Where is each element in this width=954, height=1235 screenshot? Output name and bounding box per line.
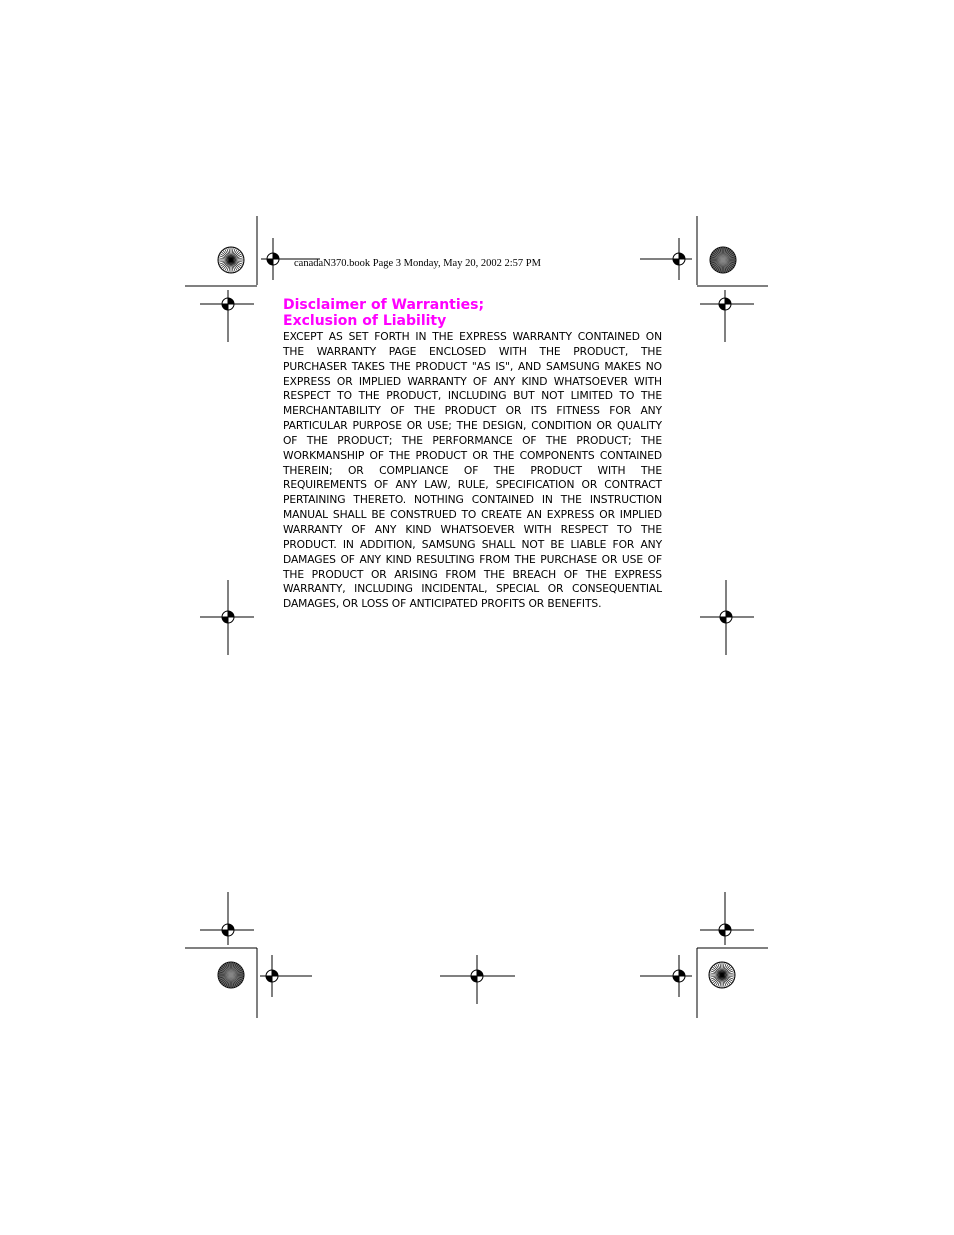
starburst-mark: [218, 962, 244, 988]
starburst-mark: [709, 962, 735, 988]
disclaimer-paragraph: EXCEPT AS SET FORTH IN THE EXPRESS WARRANTY CONTAINED ON THE WARRANTY PAGE ENCLOSED WITH THE PRODUCT, THE PURCHASER TAKES THE PRODUCT "AS IS", AND SAMSUNG MAKES NO EXPRESS OR IMPLIED WARRANTY OF ANY KIND WHATSOEVER WITH RESPECT TO THE PRODUCT, INCLUDING BUT NOT LIMITED TO THE MERCHANTABILITY OF THE PRODUCT OR ITS FITNESS FOR ANY PARTICULAR PURPOSE OR USE; THE DESIGN, CONDITION OR QUALITY OF THE PRODUCT; THE PERFORMANCE OF THE PRODUCT; THE WORKMANSHIP OF THE PRODUCT OR THE COMPONENTS CONTAINED THEREIN; OR COMPLIANCE OF THE PRODUCT WITH THE REQUIREMENTS OF ANY LAW, RULE, SPECIFICATION OR CONTRACT PERTAINING THERETO. NOTHING CONTAINED IN THE INSTRUCTION MANUAL SHALL BE CONSTRUED TO CREATE AN EXPRESS OR IMPLIED WARRANTY OF ANY KIND WHATSOEVER WITH RESPECT TO THE PRODUCT. IN ADDITION, SAMSUNG SHALL NOT BE LIABLE FOR ANY DAMAGES OF ANY KIND RESULTING FROM THE PURCHASE OR USE OF THE PRODUCT OR ARISING FROM THE BREACH OF THE EXPRESS WARRANTY, INCLUDING INCIDENTAL, SPECIAL OR CONSEQUENTIAL DAMAGES, OR LOSS OF ANTICIPATED PROFITS OR BENEFITS.: [283, 330, 662, 611]
starburst-mark: [218, 247, 244, 273]
page-title-line-2: Exclusion of Liability: [283, 313, 447, 329]
page-title: [283, 297, 683, 329]
starburst-mark: [710, 247, 736, 273]
print-slug: canadaN370.book Page 3 Monday, May 20, 2002 2:57 PM: [294, 258, 541, 269]
page-title-line-1: Disclaimer of Warranties;: [283, 297, 485, 313]
